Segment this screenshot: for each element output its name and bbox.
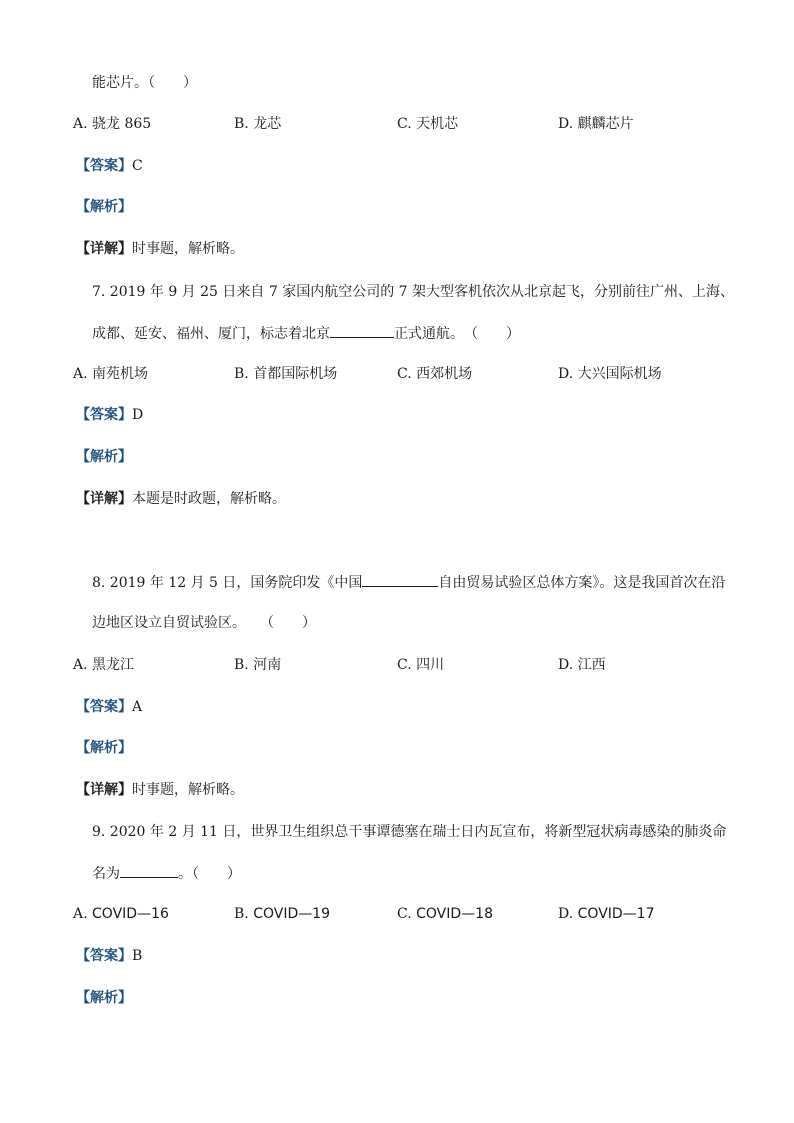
option-text: 龙芯 <box>253 116 282 132</box>
option-text: COVID—18 <box>416 906 493 922</box>
q7-answer <box>76 405 143 425</box>
q9-option-d[interactable] <box>558 904 655 924</box>
option-letter: B. <box>234 657 249 673</box>
fill-blank[interactable] <box>330 323 394 338</box>
option-text: 麒麟芯片 <box>577 116 634 132</box>
q8-option-c[interactable] <box>397 655 444 675</box>
option-letter: A. <box>73 906 88 922</box>
answer-label: 【答案】 <box>76 407 132 423</box>
q6-detail <box>76 239 244 259</box>
q7-option-c[interactable] <box>397 364 472 384</box>
q6-stem-tail: 能芯片。（ ） <box>92 75 197 91</box>
detail-label: 【详解】 <box>76 241 132 257</box>
q8-detail <box>76 780 244 800</box>
detail-text: 时事题，解析略。 <box>132 782 244 798</box>
q6-option-d[interactable] <box>558 114 634 134</box>
analysis-label: 【解析】 <box>76 199 132 215</box>
option-letter: A. <box>73 657 88 673</box>
q6-answer <box>76 156 143 176</box>
q7-detail <box>76 489 286 509</box>
option-text: 首都国际机场 <box>253 366 338 382</box>
q8-stem-line2: 边地区设立自贸试验区。 （ ） <box>92 615 316 631</box>
fill-blank[interactable] <box>362 572 438 587</box>
option-letter: B. <box>234 366 249 382</box>
detail-label: 【详解】 <box>76 782 132 798</box>
option-text: COVID—16 <box>92 906 169 922</box>
q9-option-b[interactable] <box>234 904 330 924</box>
option-text: COVID—19 <box>253 906 331 922</box>
q9-option-c[interactable] <box>397 904 493 924</box>
answer-value: C <box>132 158 143 174</box>
q6-analysis <box>76 197 132 217</box>
analysis-label: 【解析】 <box>76 990 132 1006</box>
option-letter: B. <box>234 906 249 922</box>
q7-stem-line2-b: 正式通航。 （ ） <box>394 326 520 342</box>
option-letter: D. <box>558 366 574 382</box>
q8-option-a[interactable] <box>73 655 134 675</box>
option-text: 西郊机场 <box>416 366 473 382</box>
q9-stem-line2 <box>92 863 241 884</box>
q7-option-d[interactable] <box>558 364 662 384</box>
q7-stem-line2 <box>92 323 520 344</box>
option-letter: D. <box>558 116 574 132</box>
analysis-label: 【解析】 <box>76 740 132 756</box>
q7-option-a[interactable] <box>73 364 148 384</box>
q7-stem-line2-a: 成都、延安、福州、厦门，标志着北京 <box>92 326 330 342</box>
fill-blank[interactable] <box>120 863 178 878</box>
answer-value: A <box>132 699 143 715</box>
detail-text: 时事题，解析略。 <box>132 241 244 257</box>
q6-option-b[interactable] <box>234 114 281 134</box>
option-letter: C. <box>397 906 412 922</box>
option-text: 黑龙江 <box>92 657 135 673</box>
q8-answer <box>76 697 142 717</box>
option-text: 河南 <box>253 657 282 673</box>
option-text: 四川 <box>416 657 445 673</box>
analysis-label: 【解析】 <box>76 449 132 465</box>
q9-stem-line1: 9. 2020 年 2 月 11 日，世界卫生组织总干事谭德塞在瑞士日内瓦宣布，将新型冠状病毒感染的肺炎命 <box>92 824 727 840</box>
option-text: 天机芯 <box>416 116 459 132</box>
q8-option-b[interactable] <box>234 655 281 675</box>
option-text: 骁龙 865 <box>92 116 152 132</box>
q8-stem-line1 <box>92 572 725 593</box>
q6-option-a[interactable] <box>73 114 151 134</box>
option-letter: D. <box>558 906 574 922</box>
option-text: 南苑机场 <box>92 366 149 382</box>
answer-value: D <box>132 407 144 423</box>
q9-stem-line2-b: 。（ ） <box>178 866 241 882</box>
q8-stem-line1-b: 自由贸易试验区总体方案》。这是我国首次在沿 <box>438 575 726 591</box>
q9-option-a[interactable] <box>73 904 169 924</box>
q7-analysis <box>76 447 132 467</box>
q9-stem-line2-a: 名为 <box>92 866 120 882</box>
q8-option-d[interactable] <box>558 655 606 675</box>
q6-option-c[interactable] <box>397 114 458 134</box>
q7-stem-line1: 7. 2019 年 9 月 25 日来自 7 家国内航空公司的 7 架大型客机依次从北京起飞，分别前往广州、上海、 <box>92 284 735 300</box>
option-letter: D. <box>558 657 574 673</box>
q7-option-b[interactable] <box>234 364 337 384</box>
detail-label: 【详解】 <box>76 491 132 507</box>
q8-stem-line1-a: 8. 2019 年 12 月 5 日，国务院印发《中国 <box>92 575 363 591</box>
answer-value: B <box>132 948 143 964</box>
option-letter: C. <box>397 657 412 673</box>
option-letter: C. <box>397 366 412 382</box>
q8-analysis <box>76 738 132 758</box>
option-letter: A. <box>73 366 88 382</box>
q9-answer <box>76 946 142 966</box>
option-text: 大兴国际机场 <box>577 366 662 382</box>
option-letter: C. <box>397 116 412 132</box>
q9-analysis <box>76 988 132 1008</box>
option-text: COVID—17 <box>577 906 655 922</box>
option-letter: A. <box>73 116 88 132</box>
answer-label: 【答案】 <box>76 699 132 715</box>
answer-label: 【答案】 <box>76 948 132 964</box>
option-text: 江西 <box>577 657 606 673</box>
option-letter: B. <box>234 116 249 132</box>
answer-label: 【答案】 <box>76 158 132 174</box>
detail-text: 本题是时政题，解析略。 <box>132 491 286 507</box>
